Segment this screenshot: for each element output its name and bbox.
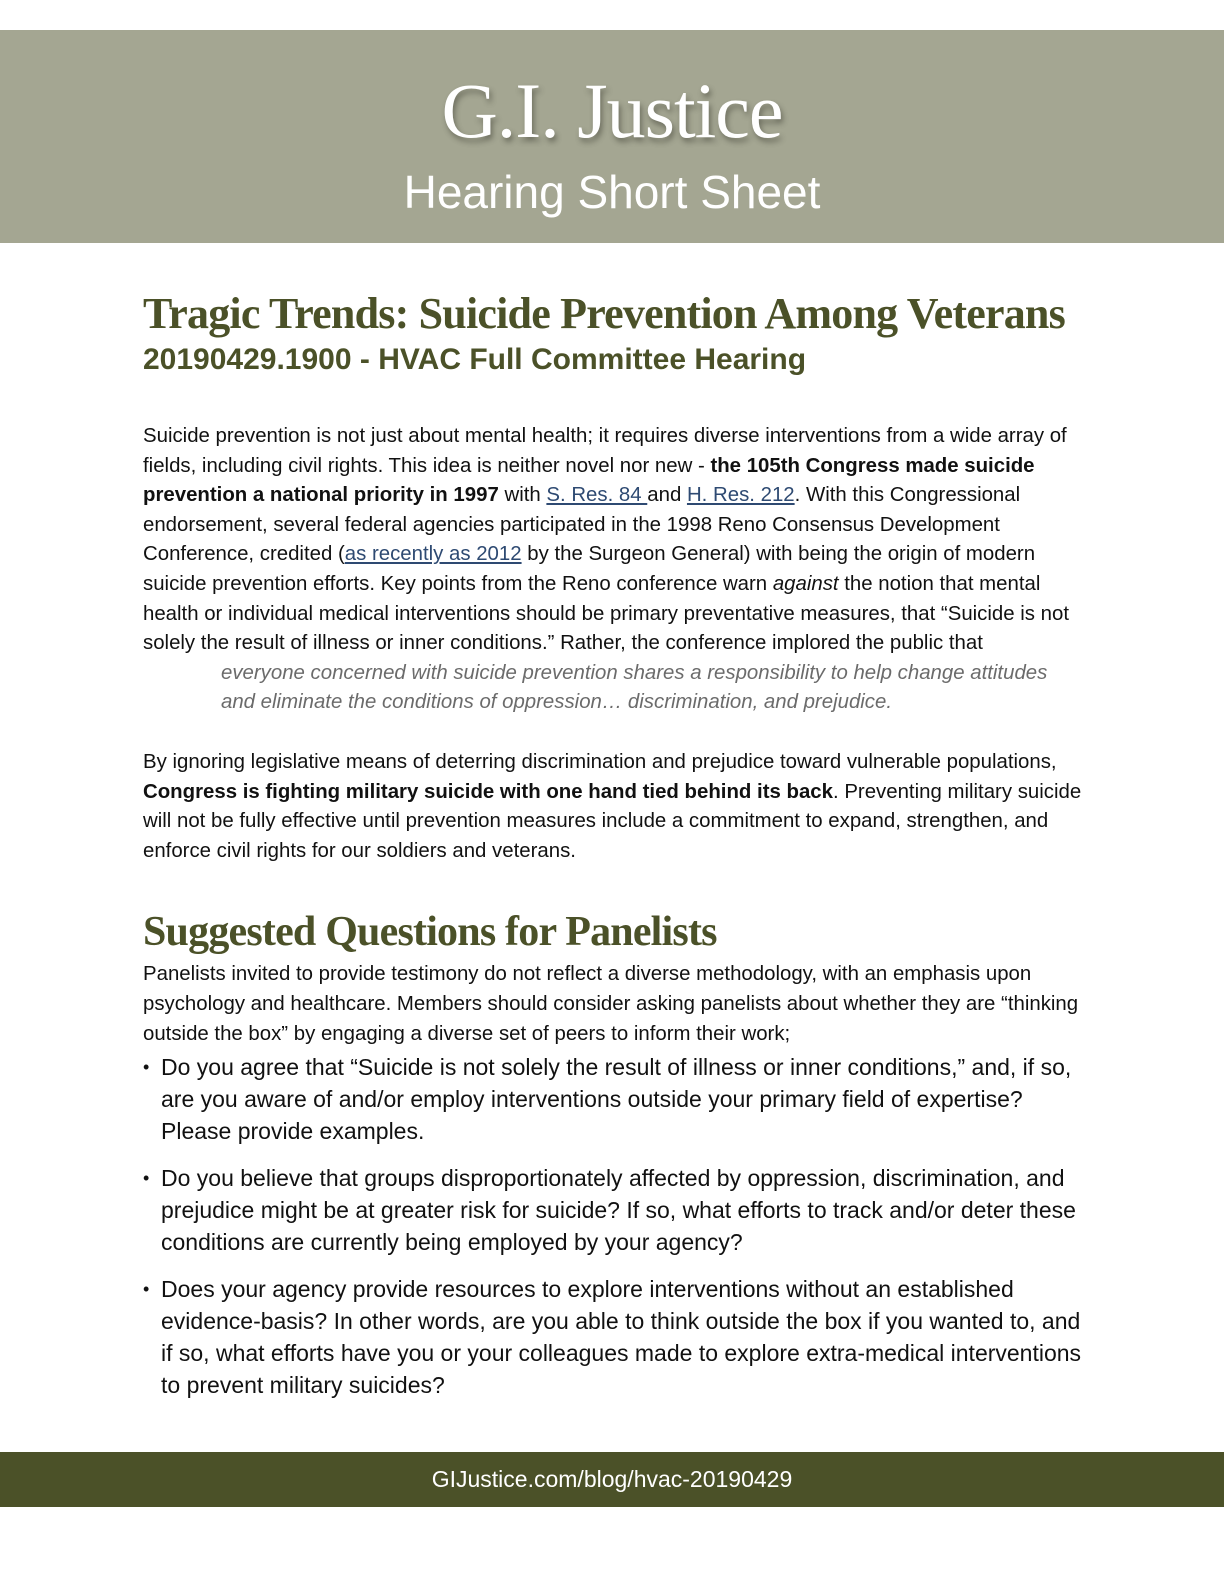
question-item [143,1273,1083,1401]
question-item [143,1051,1083,1147]
italic-text: against [772,572,839,595]
text-run: By ignoring legislative means of deterring discrimination and prejudice toward vulnerable populations, [143,750,1057,773]
intro-paragraph [143,422,1083,659]
question-text: Do you agree that “Suicide is not solely the result of illness or inner conditions,” and, if so, are you aware of and/or employ interventions outside your primary field of expertise? Please provide examples. [161,1054,1072,1145]
bullet-icon: • [143,1057,150,1078]
hearing-identifier: 20190429.1900 - HVAC Full Committee Hearing [143,343,807,376]
text-run: . Preventing military suicide will not be fully effective until prevention measures include a commitment to expand, strengthen, and enforce civil rights for our soldiers and veterans. [143,780,1082,862]
text-run: Suicide prevention is not just about mental health; it requires diverse interventions from a wide array of fields, including civil rights. This idea is neither novel nor new - [143,425,1067,477]
brand-subtitle: Hearing Short Sheet [403,166,821,218]
questions-list [143,1051,1083,1401]
link-h-res-212[interactable]: H. Res. 212 [686,484,795,507]
footer-banner [0,1452,1224,1507]
second-paragraph [143,748,1083,866]
text-run: the notion that mental health or individual medical interventions should be primary preventative measures, that “Suicide is not solely the result of illness or inner conditions.” Rather, the conference implored the public that [143,572,1069,655]
text-run: by the Surgeon General) with being the origin of modern suicide prevention efforts. Key points from the Reno conference warn [143,543,1036,595]
question-text: Does your agency provide resources to explore interventions without an established evidence-basis? In other words, are you able to think outside the box if you wanted to, and if so, what efforts have you or your colleagues made to explore extra-medical interventions to prevent military suicides? [161,1276,1082,1399]
bullet-icon: • [143,1279,150,1300]
question-item [143,1162,1083,1258]
emphasis-text: Congress is fighting military suicide with one hand tied behind its back [143,780,833,803]
document-title: Tragic Trends: Suicide Prevention Among Veterans [143,289,1065,338]
questions-heading: Suggested Questions for Panelists [143,909,717,956]
footer-url-link[interactable]: GIJustice.com/blog/hvac-20190429 [431,1466,793,1492]
brand-title: G.I. Justice [441,67,783,154]
text-run: and [647,484,687,507]
question-text: Do you believe that groups disproportionately affected by oppression, discrimination, and prejudice might be at greater risk for suicide? If so, what efforts to track and/or deter these conditions are currently being employed by your agency? [161,1165,1076,1256]
document-body [143,286,1083,1416]
questions-intro: Panelists invited to provide testimony do not reflect a diverse methodology, with an emphasis upon psychology and healthcare. Members should consider asking panelists about whether they are “thinking outside the box” by engaging a diverse set of peers to inform their work; [143,963,1079,1045]
reno-conference-quote: everyone concerned with suicide prevention shares a responsibility to help change attitudes and eliminate the conditions of oppression… discrimination, and prejudice. [221,661,1048,714]
emphasis-text: the 105th Congress made suicide prevention a national priority in 1997 [143,454,1035,507]
header-banner [0,30,1224,243]
link-as-recently-as-2012[interactable]: as recently as 2012 [344,543,522,566]
bullet-icon: • [143,1168,150,1189]
text-run: . With this Congressional endorsement, several federal agencies participated in the 1998 Reno Consensus Development Conference, credited ( [143,484,1021,566]
link-s-res-84[interactable]: S. Res. 84 [546,484,648,507]
text-run: with [498,484,547,507]
